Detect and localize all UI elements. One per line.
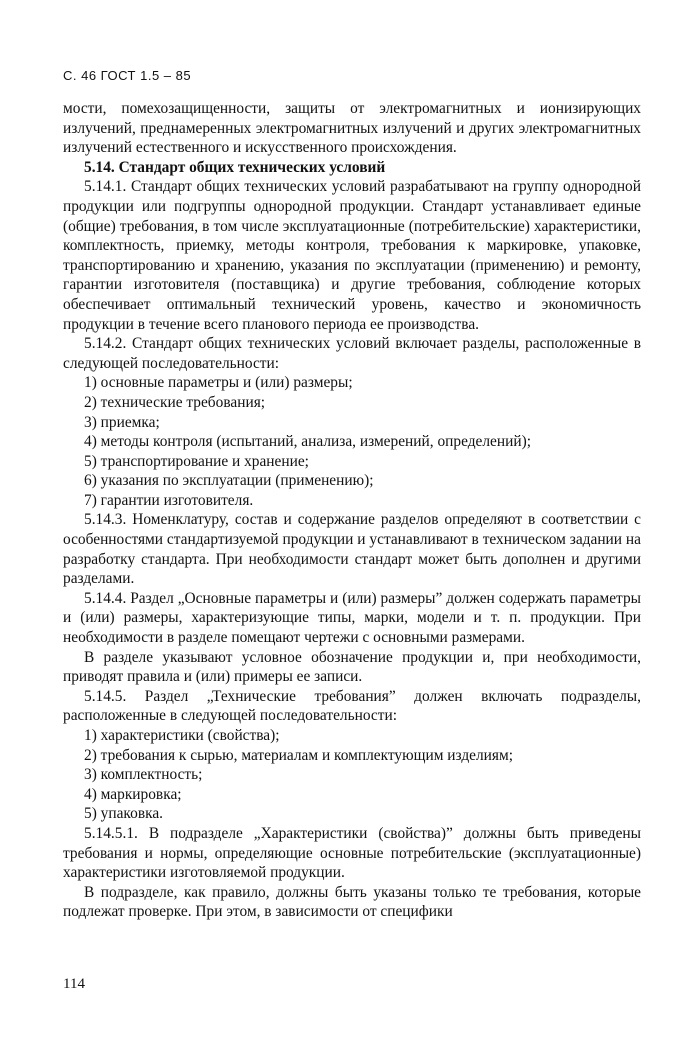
list-item: 4) маркировка; bbox=[84, 785, 182, 803]
list-item: 1) характеристики (свойства); bbox=[84, 727, 280, 744]
document-page bbox=[63, 68, 641, 922]
page-header: С. 46 ГОСТ 1.5 – 85 bbox=[63, 68, 192, 83]
paragraph: 5.14.4. Раздел „Основные параметры и (или) размеры” должен содержать параметры и (или) размеры, характеризующие типы, марки, модели и т. п. продукции. При необходимости в разделе помещают чертежи с основными размерами. bbox=[63, 589, 641, 647]
paragraph: 5.14.3. Номенклатуру, состав и содержание разделов определяют в соответствии с особенностями стандартизуемой продукции и устанавливают в техническом задании на разработку стандарта. При необходимости стандарт может быть дополнен и другими разделами. bbox=[63, 511, 641, 588]
list-item: 3) приемка; bbox=[84, 413, 160, 431]
list-item: 5) упаковка. bbox=[84, 805, 164, 823]
list-item: 6) указания по эксплуатации (применению); bbox=[84, 472, 374, 490]
paragraph: В разделе указывают условное обозначение продукции и, при необходимости, приводят правила и (или) примеры ее записи. bbox=[63, 648, 641, 686]
list-item: 4) методы контроля (испытаний, анализа, измерений, определений); bbox=[84, 433, 531, 451]
list-item: 2) требования к сырью, материалам и комплектующим изделиям; bbox=[84, 746, 513, 764]
paragraph: 5.14.5. Раздел „Технические требования” должен включать подразделы, расположенные в следующей последовательности: bbox=[63, 687, 641, 725]
list-item: 7) гарантии изготовителя. bbox=[84, 491, 254, 509]
paragraph: В подразделе, как правило, должны быть указаны только те требования, которые подлежат проверке. При этом, в зависимости от специфики bbox=[63, 883, 641, 921]
paragraph: 5.14.2. Стандарт общих технических условий включает разделы, расположенные в следующей последовательности: bbox=[63, 335, 641, 372]
section-heading: 5.14. Стандарт общих технических условий bbox=[84, 158, 386, 176]
list-item: 2) технические требования; bbox=[84, 393, 266, 411]
page-number: 114 bbox=[63, 976, 85, 992]
list-item: 1) основные параметры и (или) размеры; bbox=[84, 374, 353, 392]
list-item: 5) транспортирование и хранение; bbox=[84, 452, 309, 470]
list-item: 3) комплектность; bbox=[84, 766, 203, 784]
paragraph: мости, помехозащищенности, защиты от электромагнитных и ионизирующих излучений, преднамеренных электромагнитных излучений и других электромагнитных излучений естественного и искусственного происхождения. bbox=[63, 100, 641, 157]
document-body bbox=[63, 99, 641, 922]
paragraph: 5.14.5.1. В подразделе „Характеристики (свойства)” должны быть приведены требования и нормы, определяющие основные потребительские (эксплуатационные) характеристики изготовляемой продукции. bbox=[63, 824, 641, 882]
paragraph: 5.14.1. Стандарт общих технических условий разрабатывают на группу однородной продукции или подгруппы однородной продукции. Стандарт устанавливает единые (общие) требования, в том числе эксплуатационные (потребительские) характеристики, комплектность, приемку, методы контроля, требования к маркировке, упаковке, транспортированию и хранению, указания по эксплуатации (применению) и ремонту, гарантии изготовителя (поставщика) и другие требования, соблюдение которых обеспечивает оптимальный технический уровень, качество и экономичность продукции в течение всего планового периода ее производства. bbox=[63, 178, 641, 333]
